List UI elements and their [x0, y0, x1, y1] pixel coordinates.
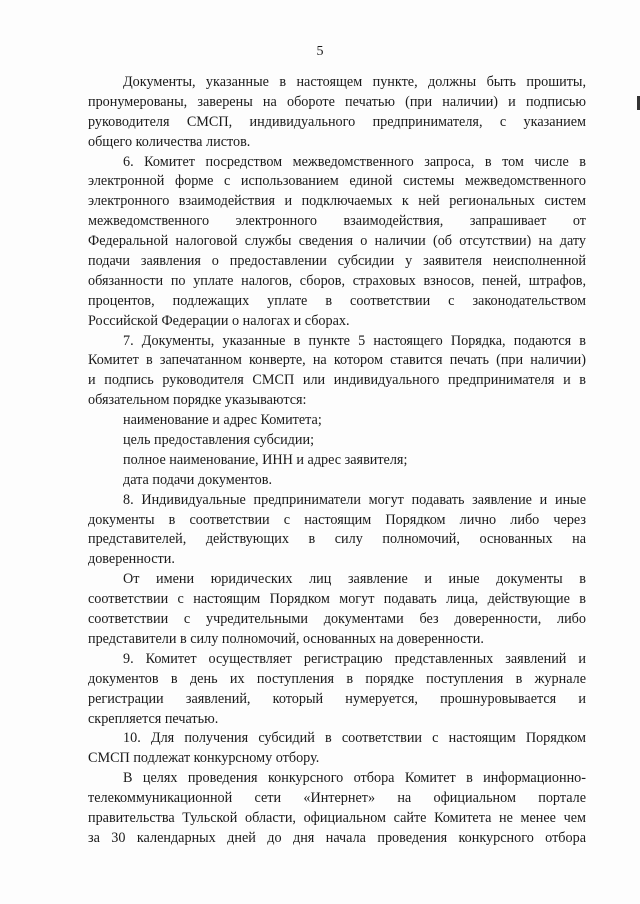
text-line: 7. Документы, указанные в пункте 5 настоящего Порядка, подаются в: [123, 332, 586, 349]
text-line: дата подачи документов.: [123, 471, 272, 488]
text-line: В целях проведения конкурсного отбора Комитет в информационно-: [123, 770, 586, 787]
text-line: полное наименование, ИНН и адрес заявителя;: [123, 451, 408, 468]
text-line: От имени юридических лиц заявление и иные документы в: [123, 571, 586, 588]
text-line: документов в день их поступления в порядке поступления в журнале: [88, 670, 586, 687]
text-line: правительства Тульской области, официальном сайте Комитета не менее чем: [88, 809, 586, 826]
text-line: руководителя СМСП, индивидуального предпринимателя, с указанием: [88, 113, 586, 130]
text-line: документы в соответствии с настоящим Порядком лично либо через: [88, 511, 586, 528]
text-line: цель предоставления субсидии;: [123, 432, 315, 449]
text-line: Комитет в запечатанном конверте, на котором ставится печать (при наличии): [88, 352, 586, 369]
text-line: электронного взаимодействия и подключаемых к ней региональных систем: [88, 193, 586, 210]
text-line: Российской Федерации о налогах и сборах.: [88, 312, 350, 329]
page-number: 5: [316, 44, 324, 59]
text-line: Документы, указанные в настоящем пункте, должны быть прошиты,: [123, 74, 586, 90]
text-line: обязанности по уплате налогов, сборов, страховых взносов, пеней, штрафов,: [88, 272, 586, 289]
text-line: Федеральной налоговой службы сведения о наличии (об отсутствии) на дату: [88, 233, 586, 250]
text-line: электронной форме с использованием единой системы межведомственного: [88, 173, 586, 190]
text-line: представителей, действующих в силу полномочий, основанных на: [88, 531, 586, 548]
text-line: доверенности.: [88, 551, 175, 568]
text-line: пронумерованы, заверены на обороте печатью (при наличии) и подписью: [88, 93, 586, 110]
text-line: соответствии с настоящим Порядком могут подавать лица, действующие в: [88, 591, 586, 608]
text-line: скрепляется печатью.: [88, 710, 219, 727]
text-line: за 30 календарных дней до дня начала проведения конкурсного отбора: [88, 829, 586, 846]
text-line: межведомственного электронного взаимодействия, запрашивает от: [88, 213, 586, 230]
text-line: телекоммуникационной сети «Интернет» на официальном портале: [88, 790, 586, 807]
text-line: обязательном порядке указываются:: [88, 392, 307, 409]
text-line: СМСП подлежат конкурсному отбору.: [88, 750, 320, 767]
text-line: 9. Комитет осуществляет регистрацию представленных заявлений и: [123, 650, 586, 667]
text-line: соответствии с учредительными документами без доверенности, либо: [88, 611, 586, 628]
text-line: 6. Комитет посредством межведомственного запроса, в том числе в: [123, 153, 586, 170]
text-line: 8. Индивидуальные предприниматели могут подавать заявление и иные: [123, 491, 586, 508]
text-line: представители в силу полномочий, основанных на доверенности.: [88, 630, 484, 647]
text-line: подачи заявления о предоставлении субсидии у заявителя неисполненной: [88, 253, 586, 270]
text-line: общего количества листов.: [88, 133, 251, 150]
text-line: процентов, подлежащих уплате в соответствии с законодательством: [88, 292, 586, 309]
text-line: и подпись руководителя СМСП или индивидуального предпринимателя и в: [88, 372, 586, 389]
text-line: наименование и адрес Комитета;: [123, 412, 322, 429]
document-body: [88, 73, 586, 849]
text-line: регистрации заявлений, который нумеруется, прошнуровывается и: [88, 690, 586, 707]
text-line: 10. Для получения субсидий в соответствии с настоящим Порядком: [123, 730, 586, 747]
